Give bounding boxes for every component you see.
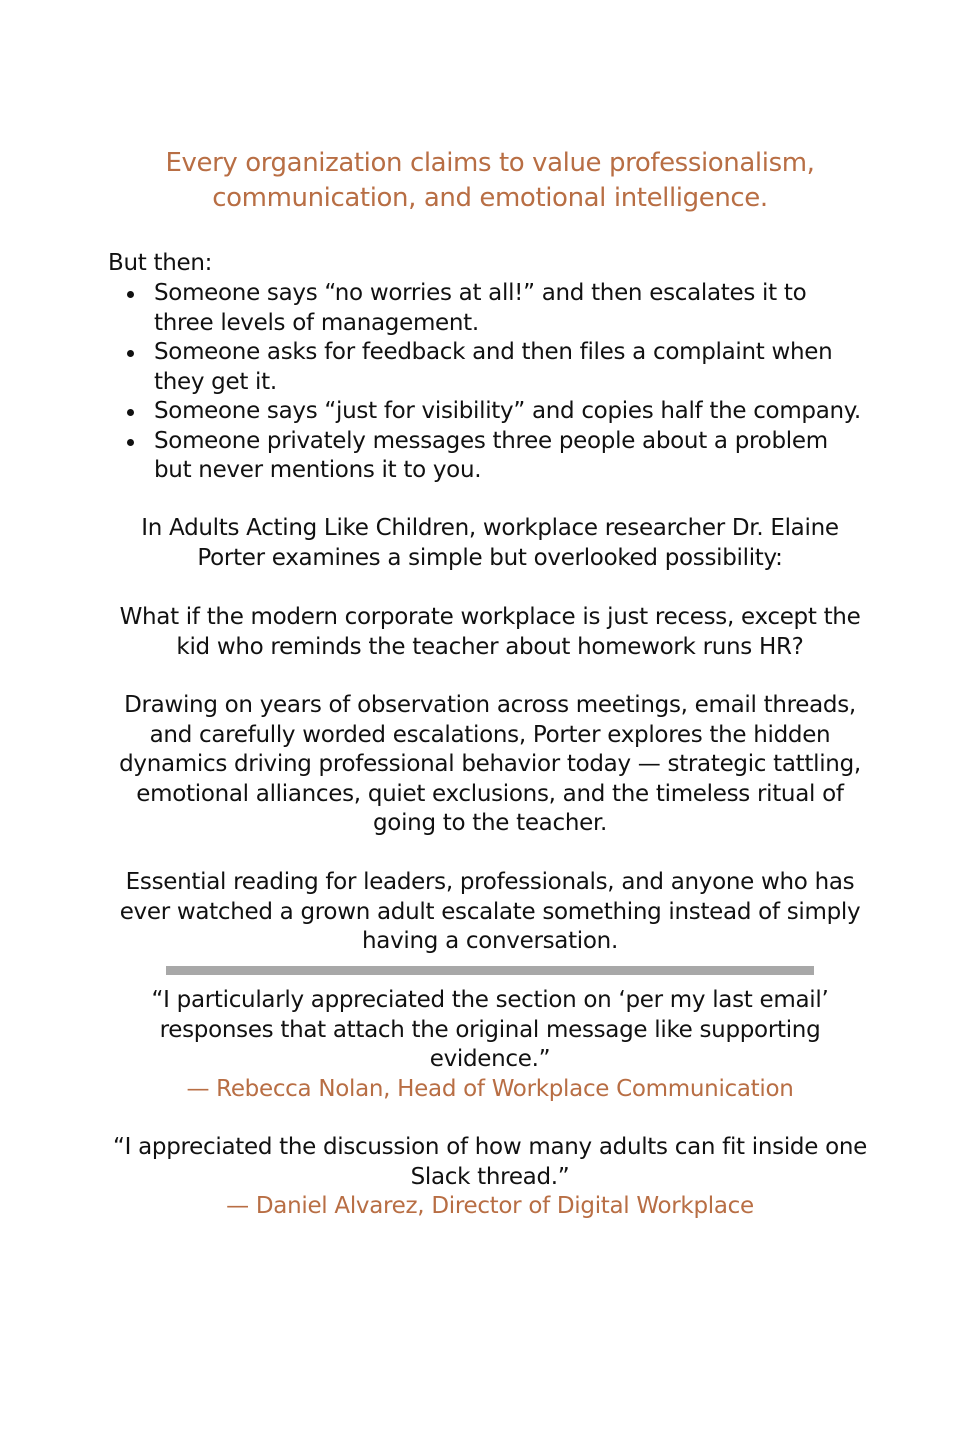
review-quote: [110, 1133, 870, 1222]
quote-attribution: — Daniel Alvarez, Director of Digital Workplace: [226, 1193, 754, 1219]
paragraph-audience: Essential reading for leaders, professionals, and anyone who has ever watched a grown adult escalate something instead of simply having a conversation.: [119, 869, 861, 954]
bullet-list: [108, 279, 870, 486]
quote-text: “I particularly appreciated the section on ‘per my last email’ responses that attach the original message like supporting evidence.”: [151, 987, 829, 1072]
quote-text: “I appreciated the discussion of how many adults can fit inside one Slack thread.”: [113, 1134, 867, 1190]
review-quote: [110, 986, 870, 1104]
bullet-item: Someone says “no worries at all!” and then escalates it to three levels of management.: [108, 279, 870, 338]
headline-line-1: Every organization claims to value professionalism,: [165, 148, 815, 178]
headline-line-2: communication, and emotional intelligence.: [212, 183, 768, 213]
paragraph-book-intro: In Adults Acting Like Children, workplace researcher Dr. Elaine Porter examines a simple but overlooked possibility:: [141, 515, 839, 571]
divider: [166, 966, 814, 975]
bullet-item: Someone privately messages three people about a problem but never mentions it to you.: [108, 427, 870, 486]
quote-attribution: — Rebecca Nolan, Head of Workplace Communication: [186, 1075, 794, 1102]
intro-text: But then:: [108, 250, 213, 276]
bullet-item: Someone asks for feedback and then files a complaint when they get it.: [108, 338, 870, 397]
headline: [100, 146, 880, 216]
paragraph-question: What if the modern corporate workplace is just recess, except the kid who reminds the teacher about homework runs HR?: [119, 604, 861, 660]
paragraph-description: Drawing on years of observation across meetings, email threads, and carefully worded escalations, Porter explores the hidden dynamics driving professional behavior today — strategic tattling, emotional alliances, quiet exclusions, and the timeless ritual of going to the teacher.: [119, 692, 861, 836]
bullet-item: Someone says “just for visibility” and copies half the company.: [108, 397, 870, 427]
